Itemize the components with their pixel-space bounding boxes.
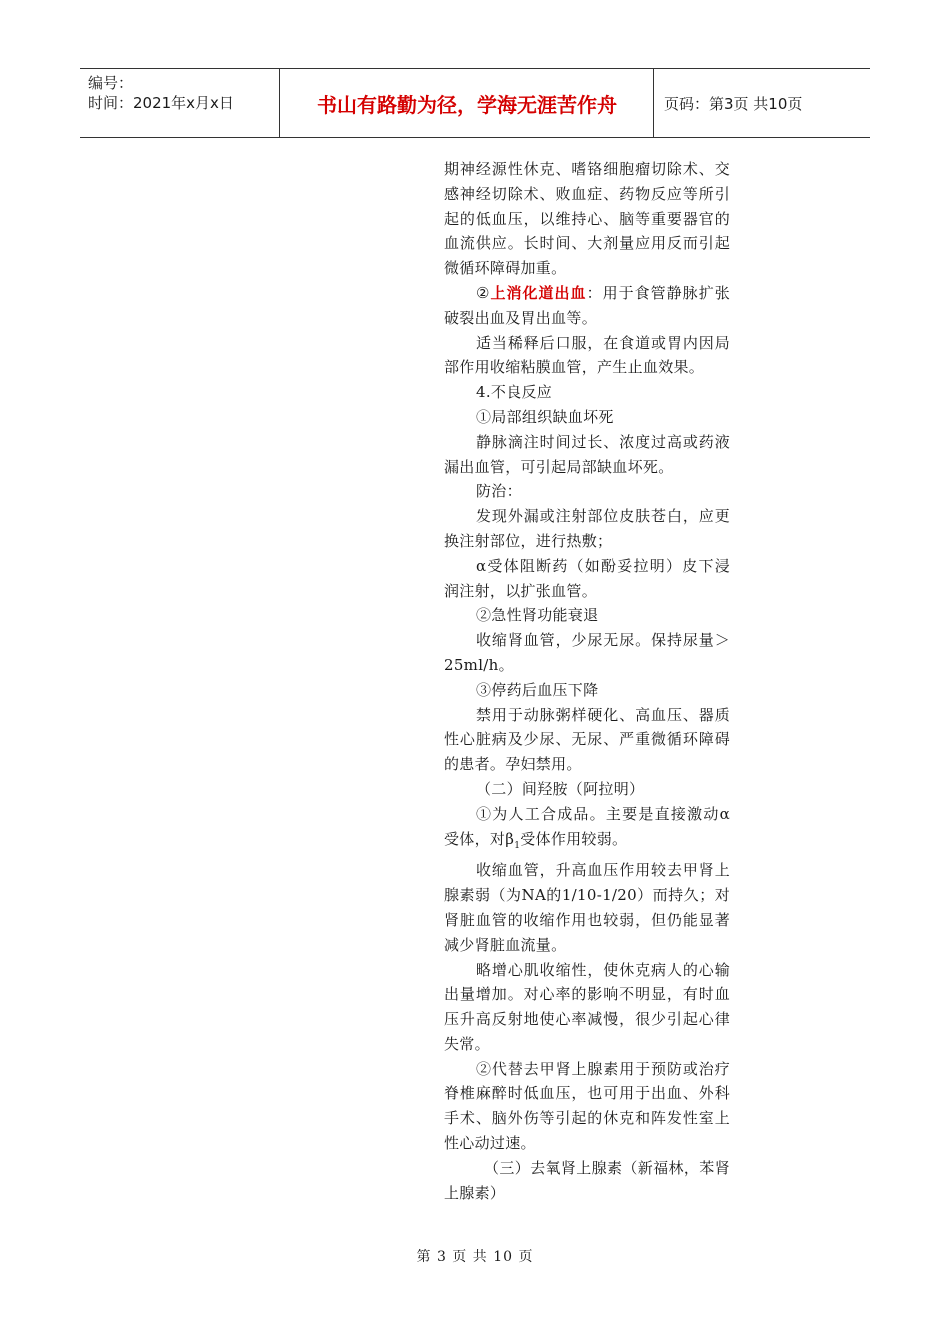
paragraph: ②代替去甲肾上腺素用于预防或治疗脊椎麻醉时低血压，也可用于出血、外科手术、脑外伤等引起的休克和阵发性室上性心动过速。 bbox=[444, 1059, 730, 1153]
paragraph bbox=[444, 281, 730, 331]
list-marker: ② bbox=[476, 283, 491, 302]
paragraph-text: ①为人工合成品。主要是直接激动α受体，对β bbox=[444, 804, 730, 848]
subscript: 1 bbox=[514, 840, 521, 851]
paragraph: 期神经源性休克、嗜铬细胞瘤切除术、交感神经切除术、败血症、药物反应等所引起的低血压，以维持心、脑等重要器官的血流供应。长时间、大剂量应用反而引起微循环障碍加重。 bbox=[444, 160, 730, 278]
subheading: ①局部组织缺血坏死 bbox=[476, 407, 614, 426]
document-header bbox=[80, 68, 870, 138]
paragraph: 略增心肌收缩性，使休克病人的心输出量增加。对心率的影响不明显，有时血压升高反射地使心率减慢，很少引起心律失常。 bbox=[444, 960, 730, 1053]
paragraph: 静脉滴注时间过长、浓度过高或药液漏出血管，可引起局部缺血坏死。 bbox=[444, 432, 730, 476]
paragraph: 防治： bbox=[476, 482, 522, 501]
number-label: 编号： bbox=[88, 74, 134, 92]
emphasis-term: 上消化道出血 bbox=[490, 283, 587, 302]
paragraph-text: ：用于食管静脉扩张破裂出血及胃出血等。 bbox=[444, 283, 731, 327]
header-page-info: 页码：第3页 共10页 bbox=[664, 94, 803, 113]
paragraph: 适当稀释后口服，在食道或胃内因局部作用收缩粘膜血管，产生止血效果。 bbox=[444, 333, 730, 377]
subheading: ③停药后血压下降 bbox=[476, 680, 599, 699]
header-motto: 书山有路勤为径，学海无涯苦作舟 bbox=[281, 69, 654, 137]
paragraph: 收缩血管，升高血压作用较去甲肾上腺素弱（为NA的1/10-1/20）而持久；对肾脏血管的收缩作用也较弱，但仍能显著减少肾脏血流量。 bbox=[444, 861, 730, 954]
paragraph-text: 受体作用较弱。 bbox=[520, 829, 628, 848]
page-footer: 第 3 页 共 10 页 bbox=[416, 1249, 534, 1265]
paragraph: 禁用于动脉粥样硬化、高血压、器质性心脏病及少尿、无尿、严重微循环障碍的患者。孕妇禁用。 bbox=[444, 705, 730, 774]
section-heading: （二）间羟胺（阿拉明） bbox=[476, 779, 645, 798]
paragraph: 收缩肾血管，少尿无尿。保持尿量＞25ml/h。 bbox=[444, 631, 730, 674]
paragraph: α受体阻断药（如酚妥拉明）皮下浸润注射，以扩张血管。 bbox=[444, 556, 730, 600]
paragraph: 发现外漏或注射部位皮肤苍白，应更换注射部位，进行热敷； bbox=[444, 507, 730, 550]
header-meta bbox=[80, 69, 280, 137]
date-label: 时间：2021年x月x日 bbox=[88, 94, 234, 112]
body-text bbox=[444, 157, 730, 1205]
section-heading: 4.不良反应 bbox=[476, 383, 553, 402]
paragraph bbox=[444, 802, 730, 859]
section-heading: （三）去氧肾上腺素（新福林，苯肾上腺素） bbox=[444, 1158, 730, 1202]
subheading: ②急性肾功能衰退 bbox=[476, 606, 599, 625]
